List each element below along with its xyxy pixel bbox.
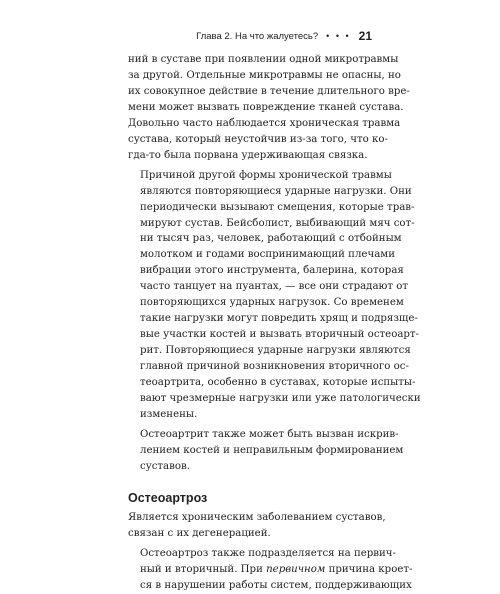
- text-line: вибрации этого инструмента, балерина, которая: [140, 265, 404, 277]
- text-line: суставов.: [140, 460, 190, 472]
- text-fragment: ный и вторичный. При: [140, 563, 267, 575]
- emphasis-text: первичном: [266, 563, 326, 575]
- text-line: ни тысяч раз, человек, работающий с отбойным: [140, 233, 402, 245]
- text-line: Довольно часто наблюдается хроническая травма: [128, 117, 401, 129]
- page-number: 21: [358, 29, 372, 43]
- text-line: ний в суставе при появлении одной микротравмы: [128, 54, 399, 65]
- text-line: являются повторяющиеся ударные нагрузки. Они: [140, 185, 412, 197]
- text-line: теоартрита, особенно в суставах, которые испыты-: [140, 377, 416, 389]
- text-line: вают чрезмерные нагрузки или уже патологически: [140, 393, 421, 405]
- text-line: сустава, который неустойчив из-за того, что ко-: [128, 133, 388, 145]
- paragraph: [128, 546, 413, 594]
- header-dots: • • •: [326, 31, 351, 41]
- text-line: Остеоартрит также может быть вызван искрив-: [140, 428, 399, 440]
- text-line: главной причиной возникновения вторичного ос-: [140, 361, 409, 373]
- text-line: мени может вызвать повреждение тканей сустава.: [128, 101, 404, 113]
- page-body: [128, 52, 421, 594]
- text-line: их совокупное действие в течение длительного вре-: [128, 85, 410, 97]
- text-line: Остеоартроз также подразделяется на первич-: [140, 547, 396, 559]
- text-line: такие нагрузки могут повредить хрящ и подрязще-: [140, 313, 418, 325]
- text-line: периодически вызывают смещения, которые трав-: [140, 201, 415, 213]
- chapter-title: Глава 2. На что жалуетесь?: [196, 30, 319, 42]
- text-line: Является хроническим заболеванием суставов,: [128, 511, 386, 523]
- paragraph: [128, 510, 386, 542]
- running-header: [196, 29, 372, 43]
- text-line: [128, 562, 413, 578]
- text-fragment: причина кроет-: [325, 563, 413, 575]
- text-line: ся в нарушении работы систем, поддерживающих: [140, 579, 412, 591]
- text-line: связан с их дегенерацией.: [128, 527, 271, 539]
- text-line: рит. Повторяющиеся ударные нагрузки являются: [140, 345, 411, 357]
- text-line: повторяющихся ударных нагрузок. Со временем: [140, 297, 404, 309]
- text-line: молотком и годами воспринимающий плечами: [140, 249, 395, 261]
- paragraph: [128, 427, 404, 475]
- text-line: изменены.: [140, 408, 198, 420]
- text-line: гда-то была порвана удерживающая связка.: [128, 149, 368, 161]
- text-line: лением костей и неправильным формированием: [140, 444, 404, 456]
- paragraph: [128, 52, 410, 164]
- text-line: мируют сустав. Бейсболист, выбивающий мяч сот-: [140, 217, 415, 229]
- section-heading: Остеоартроз: [128, 490, 208, 505]
- paragraph: [128, 168, 421, 423]
- text-line: часто танцует на пуантах, — все они страдают от: [140, 281, 409, 293]
- text-line: за другой. Отдельные микротравмы не опасны, но: [128, 69, 401, 81]
- text-line: вые участки костей и вызвать вторичный остеоарт-: [140, 329, 419, 341]
- text-line: Причиной другой формы хронической травмы: [140, 169, 392, 181]
